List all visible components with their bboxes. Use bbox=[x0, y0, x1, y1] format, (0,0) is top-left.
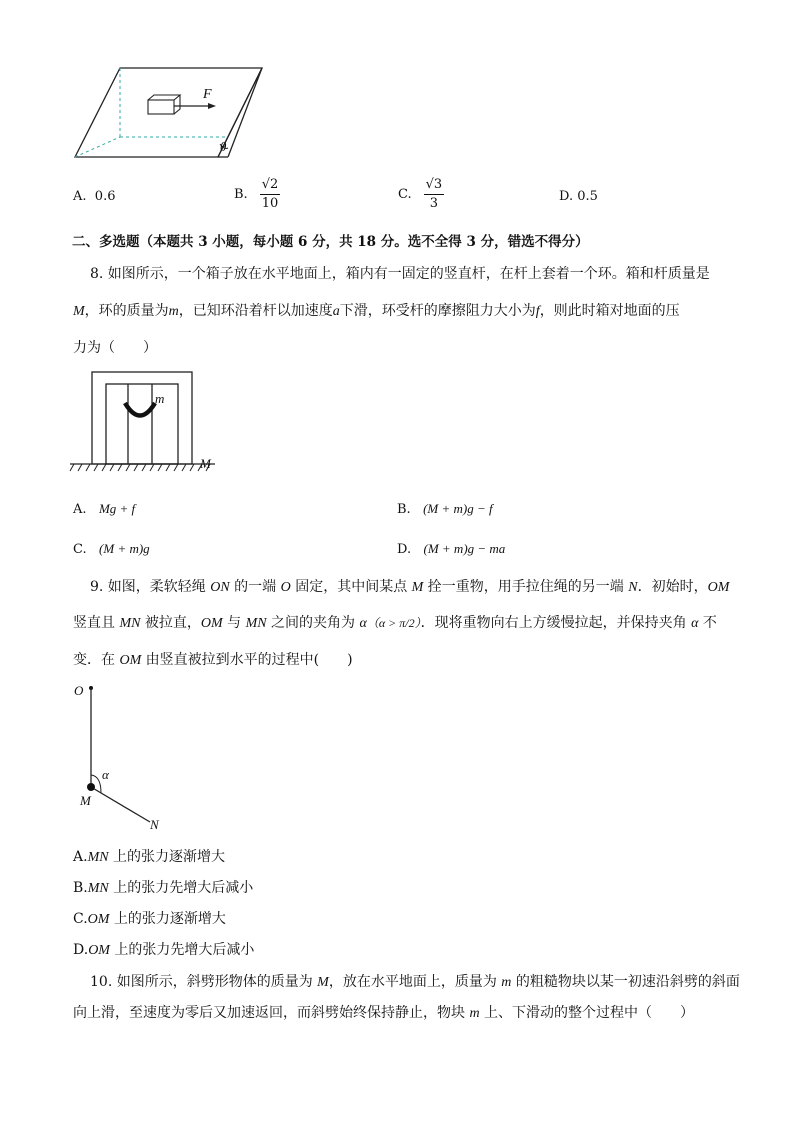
q7-option-c[interactable]: C. $\frac{√3}{3}$ bbox=[398, 177, 443, 211]
point-m bbox=[87, 783, 95, 791]
block bbox=[148, 95, 180, 114]
label-m: M bbox=[80, 793, 91, 808]
force-label: F bbox=[203, 87, 212, 102]
q9-line1: 9. 如图，柔软轻绳 ON 的一端 O 固定，其中间某点 M 拴一重物，用手拉住绳的另一端 N．初始时，OM bbox=[90, 579, 730, 595]
q9-option-c[interactable]: C.OM 上的张力逐渐增大 bbox=[73, 911, 226, 927]
rope-mn bbox=[91, 787, 150, 822]
q8-line2: M，环的质量为m，已知环沿着杆以加速度a下滑，环受杆的摩擦阻力大小为f，则此时箱对地面的压 bbox=[73, 303, 680, 319]
incline-figure bbox=[70, 62, 300, 162]
section-heading: 二、多选题（本题共 3 小题，每小题 6 分，共 18 分。选不全得 3 分，错选不得分） bbox=[72, 234, 589, 250]
q9-line3: 变．在 OM 由竖直被拉到水平的过程中( ) bbox=[73, 652, 353, 668]
ground-hatch bbox=[70, 464, 210, 471]
q8-line3: 力为（ ） bbox=[73, 340, 157, 356]
q8-line1: 8. 如图所示，一个箱子放在水平地面上，箱内有一固定的竖直杆，在杆上套着一个环。箱和杆质量是 bbox=[90, 266, 710, 282]
label-o: O bbox=[74, 683, 84, 698]
ring bbox=[125, 403, 155, 416]
rope-figure bbox=[80, 682, 170, 832]
q7-option-b[interactable]: B. $\frac{√2}{10}$ bbox=[234, 177, 279, 211]
q9-option-a[interactable]: A.MN 上的张力逐渐增大 bbox=[73, 849, 226, 865]
box-figure bbox=[70, 370, 220, 480]
q9-option-d[interactable]: D.OM 上的张力先增大后减小 bbox=[73, 942, 255, 958]
q10-line2: 向上滑，至速度为零后又加速返回，而斜劈始终保持静止，物块 m 上、下滑动的整个过程中（ ） bbox=[73, 1005, 695, 1021]
inner-box bbox=[106, 384, 178, 464]
box-mass-label: M bbox=[200, 456, 211, 471]
q10-line1: 10. 如图所示，斜劈形物体的质量为 M，放在水平地面上，质量为 m 的粗糙物块以某一初速沿斜劈的斜面 bbox=[90, 974, 740, 990]
label-n: N bbox=[150, 817, 159, 832]
angle-label: θ bbox=[220, 139, 227, 154]
q8-option-b[interactable]: B. (M + m)g − f bbox=[397, 501, 493, 517]
q8-option-d[interactable]: D. (M + m)g − ma bbox=[397, 541, 506, 557]
q7-option-d[interactable]: D. 0.5 bbox=[559, 189, 598, 204]
q8-option-c[interactable]: C. (M + m)g bbox=[73, 541, 150, 557]
ring-mass-label: m bbox=[155, 391, 165, 406]
q9-line2: 竖直且 MN 被拉直，OM 与 MN 之间的夹角为 α（α > π/2）．现将重物向右上方缓慢拉起，并保持夹角 α 不 bbox=[73, 615, 717, 631]
label-alpha: α bbox=[102, 767, 109, 782]
q9-option-b[interactable]: B.MN 上的张力先增大后减小 bbox=[73, 880, 254, 896]
outer-box bbox=[92, 372, 192, 464]
q7-option-a[interactable]: A. 0.6 bbox=[73, 189, 116, 204]
q8-option-a[interactable]: A. Mg + f bbox=[73, 501, 136, 517]
